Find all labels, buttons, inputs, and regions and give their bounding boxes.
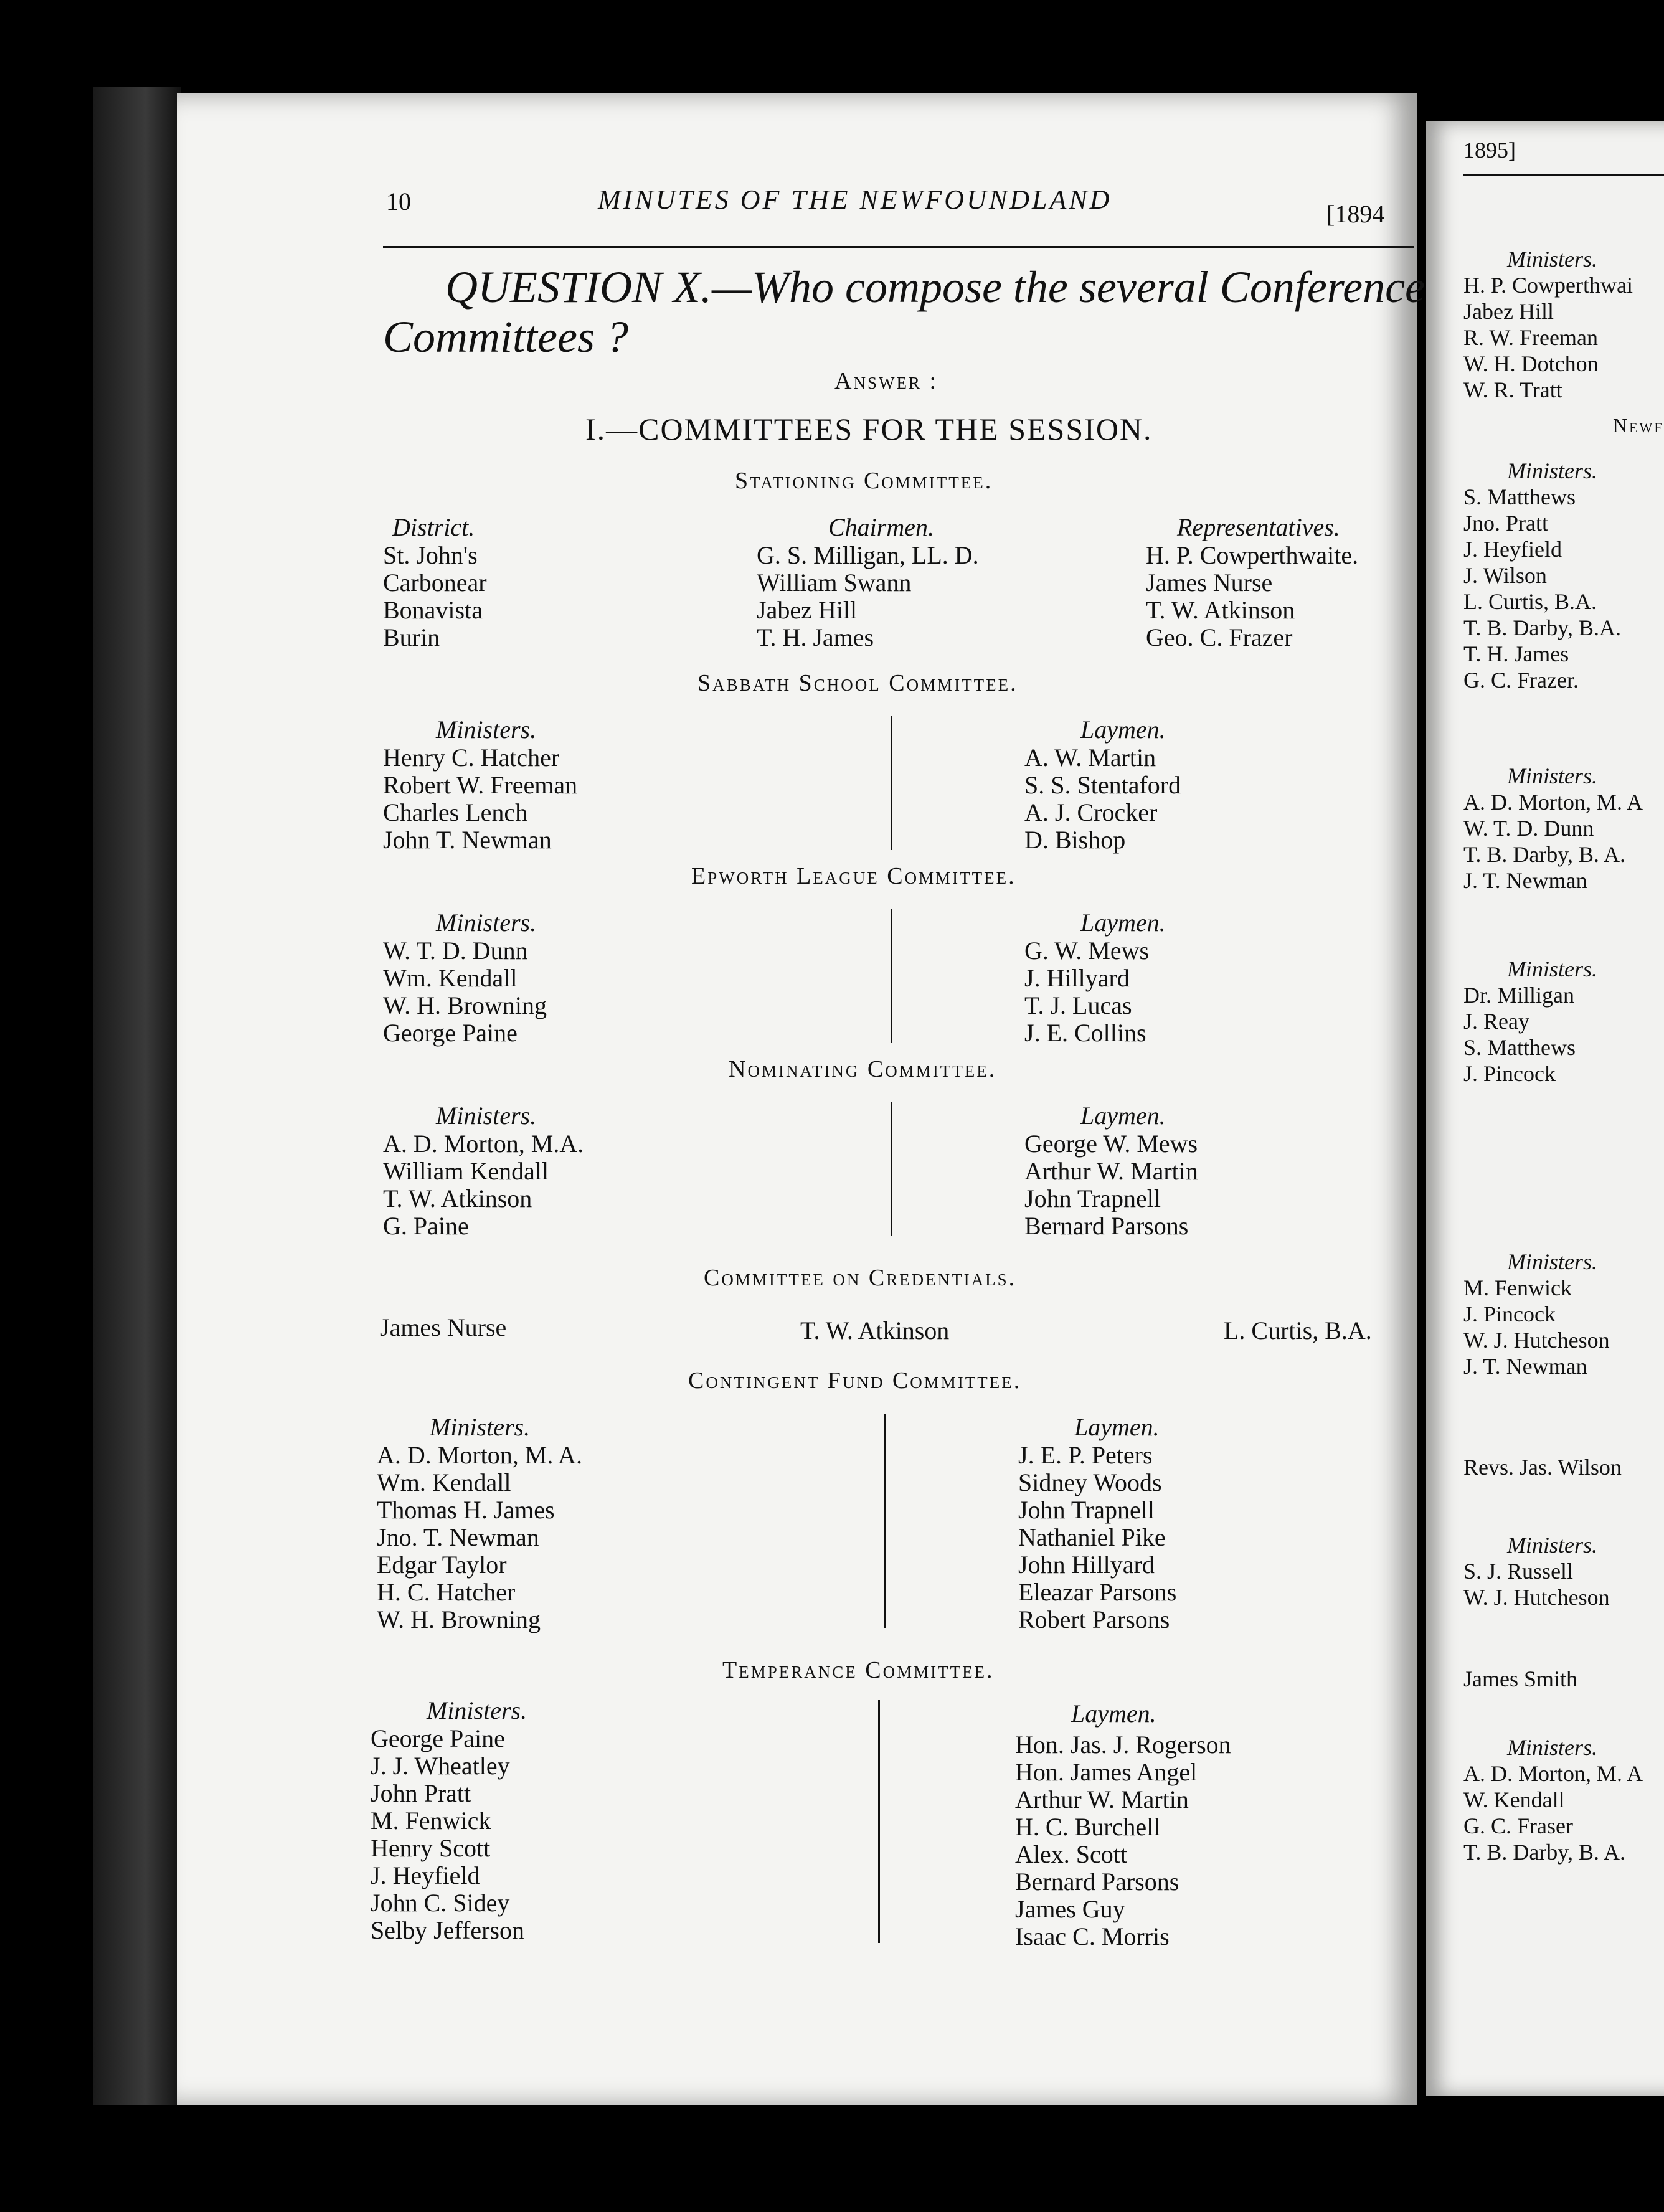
list-item: Wm. Kendall xyxy=(377,1468,511,1496)
list-item: M. Fenwick xyxy=(371,1807,491,1835)
stationing-rep-1: H. P. Cowperthwaite. xyxy=(1146,541,1359,569)
credentials-title: Committee on Credentials. xyxy=(704,1265,1017,1291)
list-item: W. H. Browning xyxy=(377,1605,541,1633)
list-item: A. W. Martin xyxy=(1024,744,1156,772)
group-head: Ministers. xyxy=(1507,458,1598,483)
list-item: A. D. Morton, M.A. xyxy=(383,1130,584,1158)
contingent-ministers xyxy=(377,1442,582,1633)
sabbath-title: Sabbath School Committee. xyxy=(697,670,1018,696)
group-head: Ministers. xyxy=(1507,1735,1598,1760)
list-item: Hon. Jas. J. Rogerson xyxy=(1015,1731,1231,1759)
group-head: Ministers. xyxy=(1507,1249,1598,1274)
list-item: T. B. Darby, B. A. xyxy=(1463,842,1625,867)
list-item: Hon. James Angel xyxy=(1015,1758,1198,1786)
list-item: W. H. Browning xyxy=(383,991,547,1019)
list-item: James Smith xyxy=(1463,1666,1578,1691)
list-item: G. W. Mews xyxy=(1024,937,1150,965)
stationing-title: Stationing Committee. xyxy=(735,468,993,494)
list-item: John C. Sidey xyxy=(371,1889,510,1917)
list-item: Bernard Parsons xyxy=(1015,1868,1179,1896)
nominating-ministers xyxy=(383,1130,584,1240)
list-item: W. J. Hutcheson xyxy=(1463,1585,1610,1610)
credentials-name-2: T. W. Atkinson xyxy=(800,1316,950,1345)
list-item: J. Pincock xyxy=(1463,1061,1556,1086)
header-rule xyxy=(383,246,1414,248)
running-head: MINUTES OF THE NEWFOUNDLAND xyxy=(598,184,1112,215)
left-page xyxy=(177,93,1425,2105)
nominating-laymen xyxy=(1024,1130,1198,1240)
list-item: L. Curtis, B.A. xyxy=(1463,589,1597,614)
right-group-1 xyxy=(1463,246,1633,403)
list-item: J. T. Newman xyxy=(1463,1354,1587,1379)
nominating-lay-head: Laymen. xyxy=(1080,1102,1166,1130)
section-title: I.—COMMITTEES FOR THE SESSION. xyxy=(585,412,1153,447)
list-item: Arthur W. Martin xyxy=(1024,1157,1198,1185)
right-page-year: 1895] xyxy=(1463,138,1516,163)
col-representatives: Representatives. xyxy=(1177,513,1340,541)
list-item: George Paine xyxy=(371,1724,505,1752)
group-head: Ministers. xyxy=(1507,957,1598,981)
temperance-ministers xyxy=(371,1725,524,1944)
list-item: Jabez Hill xyxy=(1463,299,1554,324)
list-item: Selby Jefferson xyxy=(371,1916,524,1944)
list-item: Sidney Woods xyxy=(1018,1468,1162,1496)
contingent-lay-head: Laymen. xyxy=(1074,1413,1160,1441)
temperance-laymen xyxy=(1015,1731,1231,1950)
stationing-chair-4: T. H. James xyxy=(757,623,874,651)
right-group-3 xyxy=(1463,763,1643,894)
list-item: T. W. Atkinson xyxy=(383,1184,532,1212)
epworth-ministers xyxy=(383,937,547,1047)
list-item: G. Paine xyxy=(383,1212,469,1240)
right-group-8 xyxy=(1463,1666,1577,1692)
list-item: S. J. Russell xyxy=(1463,1559,1574,1584)
col-chairmen: Chairmen. xyxy=(828,513,934,541)
stationing-rep-4: Geo. C. Frazer xyxy=(1146,623,1293,651)
list-item: J. E. Collins xyxy=(1024,1019,1146,1047)
list-item: Henry Scott xyxy=(371,1834,491,1862)
stationing-chair-3: Jabez Hill xyxy=(757,596,858,624)
right-page xyxy=(1426,121,1664,2096)
list-item: Bernard Parsons xyxy=(1024,1212,1189,1240)
list-item: Revs. Jas. Wilson xyxy=(1463,1455,1622,1480)
list-item: William Kendall xyxy=(383,1157,549,1185)
epworth-title: Epworth League Committee. xyxy=(691,863,1016,889)
stationing-chair-1: G. S. Milligan, LL. D. xyxy=(757,541,979,569)
list-item: George W. Mews xyxy=(1024,1130,1198,1158)
list-item: A. D. Morton, M. A xyxy=(1463,790,1643,815)
credentials-name-1: James Nurse xyxy=(380,1313,507,1341)
group-head: Ministers. xyxy=(1507,763,1598,788)
epworth-laymen xyxy=(1024,937,1149,1047)
list-item: Eleazar Parsons xyxy=(1018,1578,1177,1606)
page-year: [1894 xyxy=(1326,200,1385,228)
list-item: H. P. Cowperthwai xyxy=(1463,273,1633,298)
list-item: James Guy xyxy=(1015,1895,1125,1923)
list-item: Robert Parsons xyxy=(1018,1605,1170,1633)
list-item: J. Wilson xyxy=(1463,563,1547,588)
list-item: John Trapnell xyxy=(1024,1184,1161,1212)
list-item: S. S. Stentaford xyxy=(1024,771,1181,799)
answer-label: Answer : xyxy=(834,368,938,394)
divider-line xyxy=(891,1102,892,1236)
right-group-4 xyxy=(1463,956,1597,1087)
group-head: Ministers. xyxy=(1507,1533,1598,1557)
sabbath-min-head: Ministers. xyxy=(436,716,537,744)
group-head: Ministers. xyxy=(1507,247,1598,272)
list-item: T. B. Darby, B.A. xyxy=(1463,615,1621,640)
list-item: Thomas H. James xyxy=(377,1496,555,1524)
list-item: Wm. Kendall xyxy=(383,964,518,992)
right-header-rule xyxy=(1463,174,1664,176)
right-group-2 xyxy=(1463,458,1621,693)
list-item: S. Matthews xyxy=(1463,1035,1576,1060)
sabbath-laymen xyxy=(1024,744,1181,854)
stationing-rep-2: James Nurse xyxy=(1146,569,1273,597)
list-item: A. D. Morton, M. A. xyxy=(377,1441,583,1469)
epworth-lay-head: Laymen. xyxy=(1080,909,1166,937)
list-item: John Pratt xyxy=(371,1779,471,1807)
question-line-2: Committees ? xyxy=(383,312,628,362)
list-item: A. J. Crocker xyxy=(1024,798,1158,826)
sabbath-lay-head: Laymen. xyxy=(1080,716,1166,744)
nominating-min-head: Ministers. xyxy=(436,1102,537,1130)
right-newf: Newf xyxy=(1613,414,1664,437)
list-item: Isaac C. Morris xyxy=(1015,1922,1170,1950)
col-district: District. xyxy=(392,513,475,541)
sabbath-ministers xyxy=(383,744,577,854)
list-item: W. J. Hutcheson xyxy=(1463,1328,1610,1353)
list-item: G. C. Frazer. xyxy=(1463,668,1579,692)
list-item: R. W. Freeman xyxy=(1463,325,1598,350)
list-item: Dr. Milligan xyxy=(1463,983,1574,1008)
temperance-title: Temperance Committee. xyxy=(722,1657,995,1683)
list-item: Nathaniel Pike xyxy=(1018,1523,1166,1551)
list-item: Robert W. Freeman xyxy=(383,771,578,799)
list-item: Edgar Taylor xyxy=(377,1551,507,1579)
right-group-5 xyxy=(1463,1249,1610,1379)
stationing-district-1: St. John's xyxy=(383,541,478,569)
list-item: M. Fenwick xyxy=(1463,1275,1572,1300)
list-item: Alex. Scott xyxy=(1015,1840,1127,1868)
divider-line xyxy=(884,1414,886,1628)
right-group-9 xyxy=(1463,1734,1643,1865)
list-item: Jno. T. Newman xyxy=(377,1523,539,1551)
right-group-6 xyxy=(1463,1454,1622,1480)
temperance-min-head: Ministers. xyxy=(427,1696,527,1724)
list-item: S. Matthews xyxy=(1463,484,1576,509)
list-item: W. Kendall xyxy=(1463,1787,1565,1812)
list-item: G. C. Fraser xyxy=(1463,1813,1573,1838)
list-item: J. Reay xyxy=(1463,1009,1529,1034)
list-item: George Paine xyxy=(383,1019,518,1047)
list-item: Arthur W. Martin xyxy=(1015,1785,1189,1813)
contingent-laymen xyxy=(1018,1442,1176,1633)
list-item: J. Heyfield xyxy=(371,1861,480,1889)
list-item: W. T. D. Dunn xyxy=(383,937,528,965)
list-item: J. Pincock xyxy=(1463,1302,1556,1326)
stationing-district-2: Carbonear xyxy=(383,569,487,597)
epworth-min-head: Ministers. xyxy=(436,909,537,937)
list-item: T. H. James xyxy=(1463,641,1569,666)
list-item: W. T. D. Dunn xyxy=(1463,816,1594,841)
stationing-chair-2: William Swann xyxy=(757,569,912,597)
list-item: John Hillyard xyxy=(1018,1551,1155,1579)
contingent-title: Contingent Fund Committee. xyxy=(688,1368,1022,1394)
list-item: J. Heyfield xyxy=(1463,537,1562,562)
list-item: T. J. Lucas xyxy=(1024,991,1132,1019)
list-item: W. H. Dotchon xyxy=(1463,351,1599,376)
list-item: Charles Lench xyxy=(383,798,528,826)
list-item: J. E. P. Peters xyxy=(1018,1441,1153,1469)
list-item: John Trapnell xyxy=(1018,1496,1155,1524)
list-item: Henry C. Hatcher xyxy=(383,744,560,772)
stationing-district-4: Burin xyxy=(383,623,440,651)
list-item: H. C. Burchell xyxy=(1015,1813,1161,1841)
book-spine xyxy=(93,87,181,2105)
stationing-rep-3: T. W. Atkinson xyxy=(1146,596,1295,624)
right-group-7 xyxy=(1463,1532,1610,1610)
divider-line xyxy=(891,909,892,1043)
divider-line xyxy=(891,716,892,850)
credentials-name-3: L. Curtis, B.A. xyxy=(1224,1316,1372,1345)
list-item: T. B. Darby, B. A. xyxy=(1463,1840,1625,1865)
list-item: D. Bishop xyxy=(1024,826,1126,854)
temperance-lay-head: Laymen. xyxy=(1071,1699,1156,1728)
list-item: J. T. Newman xyxy=(1463,868,1587,893)
nominating-title: Nominating Committee. xyxy=(729,1056,997,1082)
divider-line xyxy=(878,1700,880,1943)
question-line-1: QUESTION X.—Who compose the several Conference xyxy=(445,262,1425,312)
stationing-district-3: Bonavista xyxy=(383,596,483,624)
list-item: H. C. Hatcher xyxy=(377,1578,516,1606)
list-item: Jno. Pratt xyxy=(1463,511,1549,536)
list-item: A. D. Morton, M. A xyxy=(1463,1761,1643,1786)
list-item: J. J. Wheatley xyxy=(371,1752,510,1780)
list-item: J. Hillyard xyxy=(1024,964,1130,992)
contingent-min-head: Ministers. xyxy=(430,1413,531,1441)
list-item: John T. Newman xyxy=(383,826,552,854)
page-number: 10 xyxy=(386,187,411,215)
list-item: W. R. Tratt xyxy=(1463,377,1562,402)
